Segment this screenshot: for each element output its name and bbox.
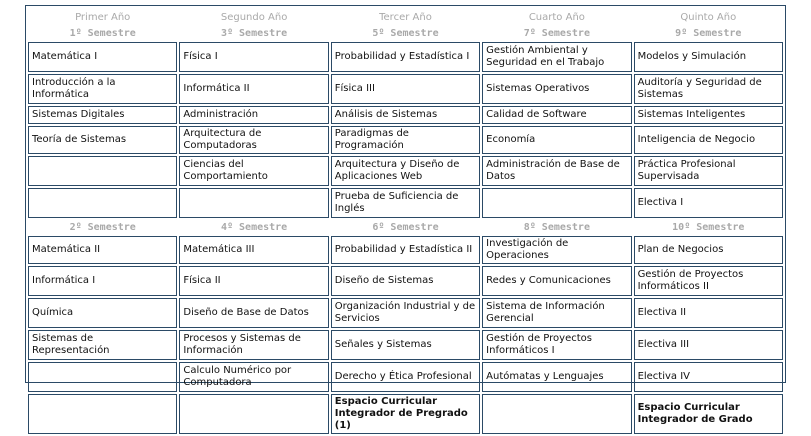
course-cell: Diseño de Sistemas bbox=[331, 266, 480, 296]
course-cell: Procesos y Sistemas de Información bbox=[179, 330, 328, 360]
table-row bbox=[28, 330, 783, 360]
course-cell: Administración de Base de Datos bbox=[482, 156, 631, 186]
table-row bbox=[28, 298, 783, 328]
semester-header: 5º Semestre bbox=[372, 27, 439, 39]
table-row bbox=[28, 188, 783, 218]
course-cell: Economía bbox=[482, 126, 631, 154]
integrative-course-cell: Espacio Curricular Integrador de Pregrado (1) bbox=[331, 394, 480, 434]
semester-header: 10º Semestre bbox=[672, 221, 745, 233]
semester-header-row bbox=[28, 26, 783, 40]
course-cell: Electiva I bbox=[634, 188, 783, 218]
semester-header: 9º Semestre bbox=[675, 27, 742, 39]
course-cell bbox=[28, 188, 177, 218]
course-cell: Informática II bbox=[179, 74, 328, 104]
year-header: Segundo Año bbox=[220, 11, 288, 23]
course-cell: Análisis de Sistemas bbox=[331, 106, 480, 124]
table-row bbox=[28, 266, 783, 296]
course-cell: Probabilidad y Estadística II bbox=[331, 236, 480, 264]
course-cell: Física I bbox=[179, 42, 328, 72]
table-row bbox=[28, 126, 783, 154]
course-cell: Diseño de Base de Datos bbox=[179, 298, 328, 328]
course-cell: Señales y Sistemas bbox=[331, 330, 480, 360]
table-row bbox=[28, 236, 783, 264]
course-cell: Gestión de Proyectos Informáticos I bbox=[482, 330, 631, 360]
integrative-course-cell: Espacio Curricular Integrador de Grado bbox=[634, 394, 783, 434]
course-cell bbox=[179, 394, 328, 434]
course-cell: Investigación de Operaciones bbox=[482, 236, 631, 264]
course-cell: Gestión de Proyectos Informáticos II bbox=[634, 266, 783, 296]
curriculum-table bbox=[26, 8, 785, 436]
semester-header: 4º Semestre bbox=[220, 221, 288, 233]
course-cell bbox=[482, 394, 631, 434]
semester-header: 1º Semestre bbox=[69, 27, 136, 39]
course-cell bbox=[179, 188, 328, 218]
course-cell: Sistemas de Representación bbox=[28, 330, 177, 360]
course-cell: Matemática III bbox=[179, 236, 328, 264]
course-cell: Química bbox=[28, 298, 177, 328]
course-cell: Práctica Profesional Supervisada bbox=[634, 156, 783, 186]
course-cell: Calidad de Software bbox=[482, 106, 631, 124]
course-cell: Sistemas Operativos bbox=[482, 74, 631, 104]
course-cell: Paradigmas de Programación bbox=[331, 126, 480, 154]
course-cell: Física II bbox=[179, 266, 328, 296]
course-cell: Informática I bbox=[28, 266, 177, 296]
semester-header: 3º Semestre bbox=[220, 27, 288, 39]
table-row bbox=[28, 362, 783, 392]
course-cell: Matemática I bbox=[28, 42, 177, 72]
course-cell: Gestión Ambiental y Seguridad en el Trabajo bbox=[482, 42, 631, 72]
course-cell bbox=[28, 156, 177, 186]
course-cell bbox=[28, 394, 177, 434]
table-row bbox=[28, 156, 783, 186]
course-cell: Sistemas Inteligentes bbox=[634, 106, 783, 124]
course-cell: Probabilidad y Estadística I bbox=[331, 42, 480, 72]
course-cell: Modelos y Simulación bbox=[634, 42, 783, 72]
table-row bbox=[28, 394, 783, 434]
course-cell: Arquitectura de Computadoras bbox=[179, 126, 328, 154]
table-row bbox=[28, 106, 783, 124]
course-cell: Arquitectura y Diseño de Aplicaciones Web bbox=[331, 156, 480, 186]
course-cell: Sistema de Información Gerencial bbox=[482, 298, 631, 328]
course-cell: Física III bbox=[331, 74, 480, 104]
course-cell: Electiva III bbox=[634, 330, 783, 360]
course-cell bbox=[28, 362, 177, 392]
course-cell: Derecho y Ética Profesional bbox=[331, 362, 480, 392]
course-cell: Sistemas Digitales bbox=[28, 106, 177, 124]
course-cell: Teoría de Sistemas bbox=[28, 126, 177, 154]
course-cell: Ciencias del Comportamiento bbox=[179, 156, 328, 186]
year-header-row bbox=[28, 10, 783, 24]
table-row bbox=[28, 74, 783, 104]
year-header: Cuarto Año bbox=[528, 11, 585, 23]
semester-header: 7º Semestre bbox=[523, 27, 590, 39]
year-header: Tercer Año bbox=[379, 11, 432, 23]
course-cell bbox=[482, 188, 631, 218]
course-cell: Inteligencia de Negocio bbox=[634, 126, 783, 154]
course-cell: Administración bbox=[179, 106, 328, 124]
course-cell: Electiva IV bbox=[634, 362, 783, 392]
course-cell: Organización Industrial y de Servicios bbox=[331, 298, 480, 328]
course-cell: Plan de Negocios bbox=[634, 236, 783, 264]
course-cell: Auditoría y Seguridad de Sistemas bbox=[634, 74, 783, 104]
year-header: Primer Año bbox=[75, 11, 131, 23]
semester-header: 2º Semestre bbox=[69, 221, 136, 233]
semester-header-row bbox=[28, 220, 783, 234]
course-cell: Autómatas y Lenguajes bbox=[482, 362, 631, 392]
course-cell: Calculo Numérico por Computadora bbox=[179, 362, 328, 392]
course-cell: Introducción a la Informática bbox=[28, 74, 177, 104]
semester-header: 6º Semestre bbox=[372, 221, 439, 233]
course-cell: Redes y Comunicaciones bbox=[482, 266, 631, 296]
semester-header: 8º Semestre bbox=[523, 221, 590, 233]
year-header: Quinto Año bbox=[680, 11, 737, 23]
course-cell: Matemática II bbox=[28, 236, 177, 264]
course-cell: Electiva II bbox=[634, 298, 783, 328]
course-cell: Prueba de Suficiencia de Inglés bbox=[331, 188, 480, 218]
table-row bbox=[28, 42, 783, 72]
